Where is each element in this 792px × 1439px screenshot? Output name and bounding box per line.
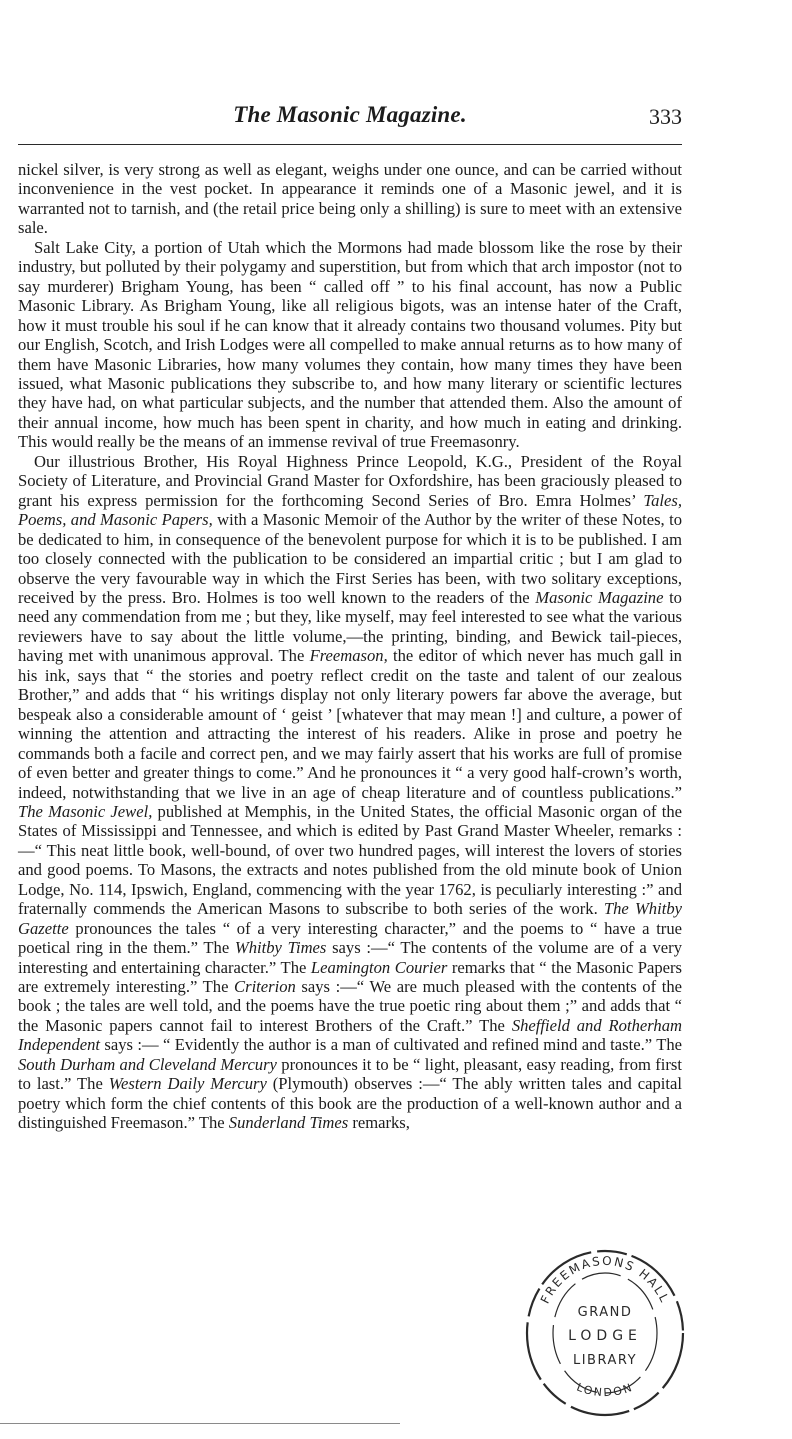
text-run: Our illustrious Brother, His Royal Highness Prince Leopold, K.G., President of the Royal Society of Literature, and Provincial Grand Master for Oxfordshire, has been graciously pleased to grant his express permission for the forthcoming Second Series of Bro. Emra Holmes’ (18, 451, 682, 510)
library-stamp (520, 1238, 690, 1418)
stamp-arc-bottom: LONDON (574, 1380, 636, 1400)
svg-text:LONDON (575, 1381, 636, 1400)
svg-text:FREEMASONS HALL (538, 1254, 672, 1306)
publication-name: Western Daily Mercury (108, 1074, 267, 1094)
text-run: pronounces it to be “ light, pleasant, easy reading, from first to last.” The (18, 1054, 682, 1094)
publication-name: Criterion (234, 977, 296, 997)
stamp-line-library: LIBRARY (572, 1353, 638, 1368)
publication-name: The Whitby Gazette (18, 899, 682, 938)
text-run: pronounces the tales “ of a very interesting character,” and the poems to “ have a true poetical ring in the them.” The (18, 918, 682, 958)
paragraph-salt-lake-city: Salt Lake City, a portion of Utah which the Mormons had made blossom like the rose by their industry, but polluted by their polygamy and superstition, but from which that arch impostor (not to say murderer) Brigham Young, has been “ called off ” to his final account, has now a Public Masonic Library. As Brigham Young, like all religious bigots, was an intense hater of the Craft, how it must trouble his soul if he can know that it already contains two thousand volumes. Pity but our English, Scotch, and Irish Lodges were all compelled to make annual returns as to how many of them have Masonic Libraries, how many volumes they contain, how many times they have been issued, what Masonic publications they subscribe to, and how many literary or scientific lectures they have had, on what particular subjects, and the number that attended them. Also the amount of their annual income, how much has been spent in charity, and how much in eating and drinking. This would really be the means of an immense revival of true Freemasonry. (18, 237, 682, 452)
text-run: says :—“ The contents of the volume are of a very interesting and entertaining character.” The (18, 938, 682, 977)
text-run: remarks, (348, 1113, 410, 1133)
running-header (18, 98, 682, 136)
text-run: to need any commendation from me ; but they, like myself, may feel interested to see what the various reviewers have to say about the little volume,—the printing, binding, and Bewick tail-pieces, having met with unanimous approval. The (18, 587, 682, 666)
article-body (18, 160, 682, 1133)
publication-name: Sheffield and Rotherham Independent (18, 1015, 682, 1055)
header-divider (18, 144, 682, 145)
page-title: The Masonic Magazine. (233, 102, 467, 127)
publication-name: The Masonic Jewel, (18, 801, 153, 821)
publication-name: South Durham and Cleveland Mercury (18, 1054, 277, 1074)
publication-name: Masonic Magazine (535, 587, 664, 607)
page-number: 333 (649, 104, 682, 129)
stamp-seal-icon (520, 1238, 690, 1418)
stamp-line-grand: GRAND (577, 1305, 633, 1320)
text-run: says :—“ We are much pleased with the contents of the book ; the tales are well told, and the poems have the true poetic ring about them ;” and adds that “ the Masonic papers cannot fail to interest Brothers of the Craft.” The (18, 977, 682, 1035)
stamp-arc-top: FREEMASONS HALL (537, 1253, 673, 1306)
publication-name: Whitby Times (234, 938, 327, 958)
text-run: with a Masonic Memoir of the Author by the writer of these Notes, to be dedicated to him, in consequence of the benevolent purpose for which it is to be published. I am too closely connected with the publication to be considered an impartial critic ; but I am glad to observe the very favourable way in which the First Series has been, with two solitary exceptions, received by the press. Bro. Holmes is too well known to the readers of the (18, 510, 682, 607)
publication-name: Leamington Courier (310, 957, 448, 977)
text-run: remarks that “ the Masonic Papers are extremely interesting.” The (18, 957, 682, 997)
publication-name: Sunderland Times (228, 1113, 349, 1133)
book-title: Tales, Poems, and Masonic Papers, (18, 490, 682, 530)
publication-name: Freemason, (309, 646, 388, 666)
stamp-line-lodge: LODGE (568, 1328, 642, 1344)
text-run: says :— “ Evidently the author is a man of cultivated and refined mind and taste.” The (100, 1035, 682, 1055)
text-run: the editor of which never has much gall in his ink, says that “ the stories and poetry reflect credit on the taste and talent of our zealous Brother,” and adds that “ his writings display not only literary powers far above the average, but bespeak also a considerable amount of ‘ geist ’ [whatever that may mean !] and culture, a power of winning the attention and attracting the interest of his readers. Alike in prose and poetry he commands both a facile and correct pen, and we may fairly assert that his works are full of promise of even better and greater things to come.” And he pronounces it “ a very good half-crown’s worth, indeed, notwithstanding that we live in an age of cheap literature and of countless publications.” (18, 646, 682, 802)
paragraph-nickel-silver: nickel silver, is very strong as well as elegant, weighs under one ounce, and can be carried without inconvenience in the vest pocket. In appearance it reminds one of a Masonic jewel, and it is warranted not to tarnish, and (the retail price being only a shilling) is sure to meet with an extensive sale. (18, 160, 682, 238)
text-run: (Plymouth) observes :—“ The ably written tales and capital poetry which form the chief contents of this book are the production of a well-known author and a distinguished Freemason.” The (18, 1074, 682, 1133)
paragraph-prince-leopold (18, 452, 682, 1133)
page-edge-line (0, 1423, 400, 1424)
text-run: published at Memphis, in the United States, the official Masonic organ of the States of Mississippi and Tennessee, and which is edited by Past Grand Master Wheeler, remarks :—“ This neat little book, well-bound, of over two hundred pages, will interest the lovers of stories and good poems. To Masons, the extracts and notes published from the old minute book of Union Lodge, No. 114, Ipswich, England, commencing with the year 1762, is peculiarly interesting :” and fraternally commends the American Masons to subscribe to both series of the work. (18, 801, 682, 919)
